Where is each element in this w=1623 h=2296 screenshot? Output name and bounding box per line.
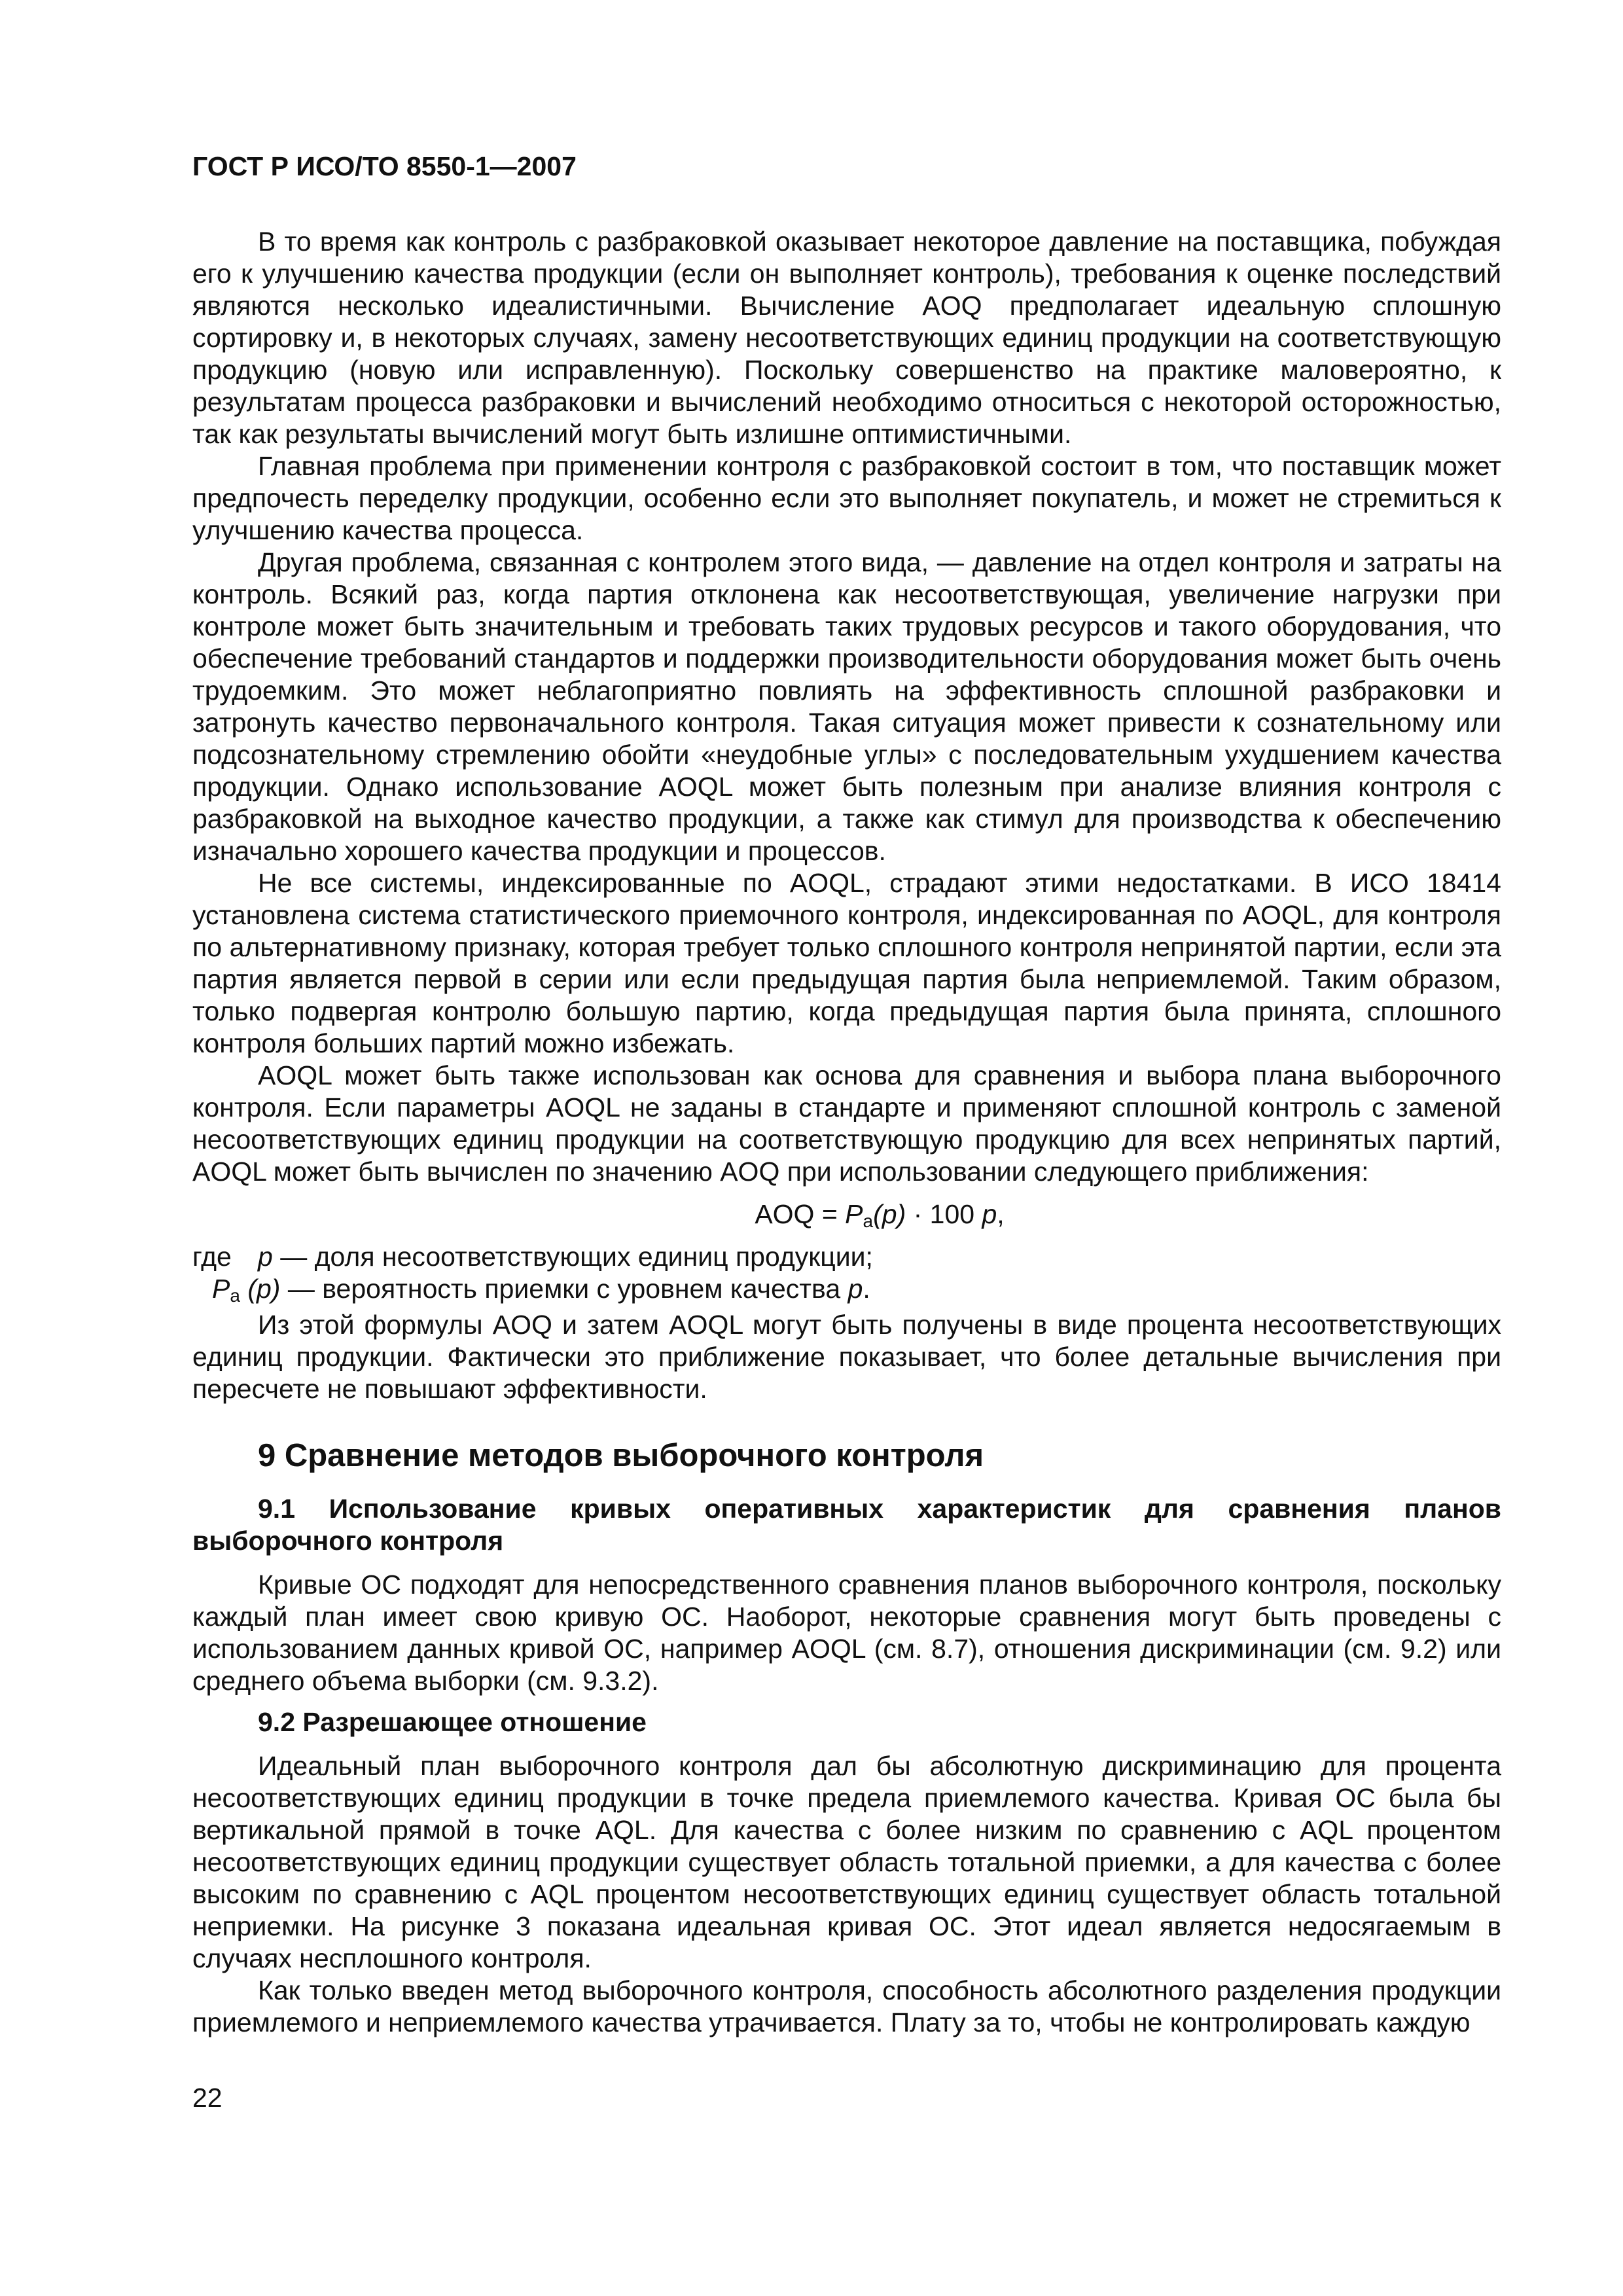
section-9-1-text: Кривые ОС подходят для непосредственного сравнения планов выборочного контроля, поскольку каждый план имеет свою кривую ОС. Наоборот, некоторые сравнения могут быть проведены с использованием данных кривой ОС, например AOQL (см. 8.7), отношения дискриминации (см. 9.2) или среднего объема выборки (см. 9.3.2). [192, 1570, 1501, 1696]
formula-lhs: AOQ = [755, 1199, 846, 1229]
paragraph: В то время как контроль с разбраковкой оказывает некоторое давление на поставщика, побуждая его к улучшению качества продукции (если он выполняет контроль), требования к оценке последствий являются несколько идеалистичными. Вычисление AOQ предполагает идеальную сплошную сортировку и, в некоторых случаях, замену несоответствующих единиц продукции на соответствующую продукцию (новую или исправленную). Поскольку совершенство на практике маловероятно, к результатам процесса разбраковки и вычислений необходимо относиться с некоторой осторожностью, так как результаты вычислений могут быть излишне оптимистичными. [192, 226, 1501, 449]
formula-p-symbol: P [845, 1199, 863, 1229]
paragraph: Из этой формулы AOQ и затем AOQL могут быть получены в виде процента несоответствующих единиц продукции. Фактически это приближение показывает, что более детальные вычисления при пересчете не повышают эффективности. [192, 1310, 1501, 1404]
document-page [192, 151, 1501, 2039]
section-9-title: 9 Сравнение методов выборочного контроля [258, 1438, 984, 1473]
section-9-2-text-2: Как только введен метод выборочного контроля, способность абсолютного разделения продукции приемлемого и неприемлемого качества утрачивается. Плату за то, чтобы не контролировать каждую [192, 1975, 1501, 2037]
formula-end: , [997, 1199, 1005, 1229]
section-9-2-title: 9.2 Разрешающее отношение [258, 1707, 647, 1737]
paragraph: AOQL может быть также использован как основа для сравнения и выбора плана выборочного контроля. Если параметры AOQL не заданы в стандарте и применяют сплошной контроль с заменой несоответствующих единиц продукции на соответствующую продукцию для всех непринятых партий, AOQL может быть вычислен по значению AOQ при использовании следующего приближения: [192, 1060, 1501, 1187]
formula-rhs: · 100 [906, 1199, 982, 1229]
document-header: ГОСТ Р ИСО/ТО 8550-1—2007 [192, 151, 577, 181]
where-text-1: — доля несоответствующих единиц продукции; [272, 1242, 873, 1272]
where-line-1 [192, 1241, 1501, 1273]
where-word: где [192, 1242, 232, 1272]
where-symbol-P: P [212, 1274, 230, 1304]
where-arg: (p) [240, 1274, 281, 1304]
paragraph: Главная проблема при применении контроля с разбраковкой состоит в том, что поставщик может предпочесть переделку продукции, особенно если это выполняет покупатель, и может не стремиться к улучшению качества процесса. [192, 451, 1501, 545]
paragraph: Не все системы, индексированные по AOQL, страдают этими недостатками. В ИСО 18414 установлена система статистического приемочного контроля, индексированная по AOQL, для контроля по альтернативному признаку, которая требует только сплошного контроля непринятой партии, если эта партия является первой в серии или если предыдущая партия была неприемлемой. Таким образом, только подвергая контролю большую партию, когда предыдущая партия была принята, сплошного контроля больших партий можно избежать. [192, 868, 1501, 1058]
where-end: . [863, 1274, 870, 1304]
formula-arg: (p) [873, 1199, 906, 1229]
formula-p-sub: a [863, 1211, 874, 1231]
paragraph: Другая проблема, связанная с контролем этого вида, — давление на отдел контроля и затраты на контроль. Всякий раз, когда партия отклонена как несоответствующая, увеличение нагрузки при контроле может быть значительным и требовать таких трудовых ресурсов и такого оборудования, что обеспечение требований стандартов и поддержки производительности оборудования может быть очень трудоемким. Это может неблагоприятно повлиять на эффективность сплошной разбраковки и затронуть качество первоначального контроля. Такая ситуация может привести к сознательному или подсознательному стремлению обойти «неудобные углы» с последовательным ухудшением качества продукции. Однако использование AOQL может быть полезным при анализе влияния контроля с разбраковкой на выходное качество продукции, а также как стимул для производства к обеспечению изначально хорошего качества продукции и процессов. [192, 547, 1501, 866]
section-9-1-title: 9.1 Использование кривых оперативных характеристик для сравнения планов выборочного контроля [192, 1494, 1501, 1556]
aoq-formula [192, 1198, 1501, 1230]
section-9-2-text-1: Идеальный план выборочного контроля дал бы абсолютную дискриминацию для процента несоответствующих единиц продукции в точке предела приемлемого качества. Кривая ОС была бы вертикальной прямой в точке AQL. Для качества с более низким по сравнению с AQL процентом несоответствующих единиц продукции существует область тотальной приемки, а для качества с более высоким по сравнению с AQL процентом несоответствующих единиц существует область тотальной неприемки. На рисунке 3 показана идеальная кривая ОС. Этот идеал является недосягаемым в случаях несплошного контроля. [192, 1751, 1501, 1973]
where-text-2: — вероятность приемки с уровнем качества [280, 1274, 848, 1304]
where-line-2 [192, 1273, 1501, 1305]
where-sub-a: a [230, 1285, 240, 1306]
formula-var: p [982, 1199, 997, 1229]
where-var-p2: p [847, 1274, 863, 1304]
where-var-p: p [258, 1242, 273, 1272]
page-number: 22 [192, 2083, 223, 2113]
